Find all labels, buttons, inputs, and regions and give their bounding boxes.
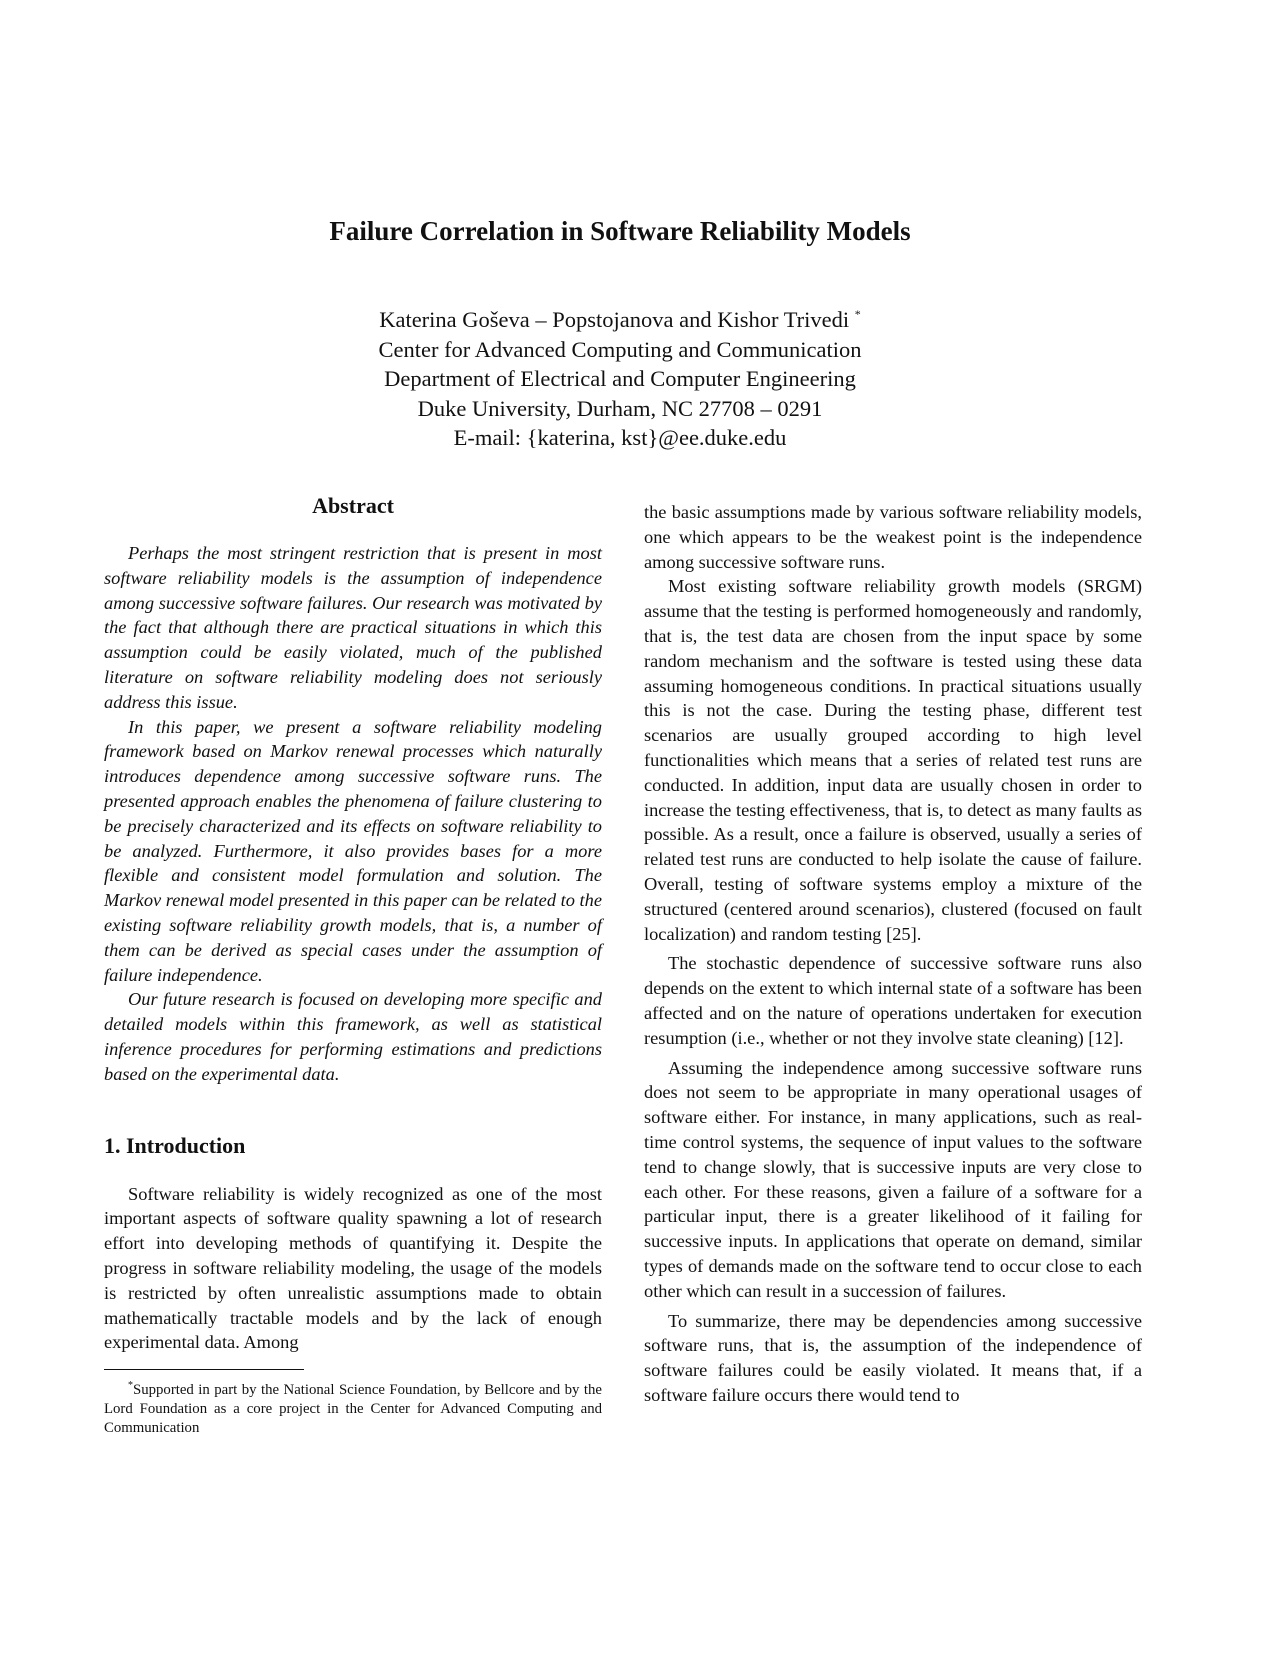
abstract-paragraph: In this paper, we present a software reliability modeling framework based on Markov renewal processes which naturally introduces dependence among successive software runs. The presented approach enables the phenomena of failure clustering to be precisely characterized and its effects on software reliability to be analyzed. Furthermore, it also provides bases for a more flexible and consistent model formulation and solution. The Markov renewal model presented in this paper can be related to the existing software reliability growth models, that is, a number of them can be derived as special cases under the assumption of failure independence. [104, 716, 602, 985]
intro-paragraph: Assuming the independence among successive software runs does not seem to be appropriate in many operational usages of software either. For instance, in many applications, such as real-time control systems, the sequence of input values to the software tend to change slowly, that is successive inputs are very close to each other. For these reasons, given a failure of a software for a particular input, there is a greater likelihood of it failing for successive inputs. In applications that operate on demand, similar types of demands made on the software tend to occur close to each other which can result in a succession of failures. [644, 1057, 1142, 1301]
author-block [0, 300, 1240, 453]
intro-paragraph: To summarize, there may be dependencies among successive software runs, that is, the assumption of the independence of software failures could be easily violated. It means that, if a software failure occurs there would tend to [644, 1310, 1142, 1405]
intro-paragraph: The stochastic dependence of successive software runs also depends on the extent to which internal state of a software has been affected and on the nature of operations undertaken for execution resumption (i.e., whether or not they involve state cleaning) [12]. [644, 953, 1142, 1048]
author-email: E-mail: {katerina, kst}@ee.duke.edu [453, 425, 787, 450]
footnote [104, 1376, 602, 1438]
intro-paragraph-continued: the basic assumptions made by various software reliability models, one which appears to be the weakest point is the independence among successive software runs. [644, 502, 1142, 572]
author-footnote-mark: * [854, 307, 861, 321]
abstract-paragraph: Perhaps the most stringent restriction that is present in most software reliability models is the assumption of independence among successive software failures. Our research was motivated by the fact that although there are practical situations in which this assumption could be easily violated, much of the published literature on software reliability modeling does not seriously address this issue. [104, 543, 602, 712]
abstract-heading: Abstract [312, 493, 394, 518]
affiliation-university: Duke University, Durham, NC 27708 – 0291 [417, 395, 823, 421]
abstract-paragraph: Our future research is focused on developing more specific and detailed models within this framework, as well as statistical inference procedures for performing estimations and predictions based on the experimental data. [104, 989, 602, 1084]
paper-title: Failure Correlation in Software Reliability Models [329, 216, 911, 246]
footnote-text: Supported in part by the National Science Foundation, by Bellcore and by the Lord Foundation as a core project in the Center for Advanced Computing and Communication [104, 1382, 602, 1437]
footnote-divider [104, 1369, 304, 1370]
right-column [644, 500, 1142, 1408]
affiliation-department: Department of Electrical and Computer Engineering [384, 366, 856, 391]
authors: Katerina Goševa – Popstojanova and Kishor Trivedi [379, 307, 850, 332]
affiliation-center: Center for Advanced Computing and Communication [378, 336, 862, 362]
intro-paragraph: Software reliability is widely recognized as one of the most important aspects of software quality spawning a lot of research effort into developing methods of quantifying it. Despite the progress in software reliability modeling, the usage of the models is restricted by often unrealistic assumptions made to obtain mathematically tractable models and by the lack of enough experimental data. Among [104, 1183, 602, 1353]
introduction-heading: 1. Introduction [104, 1132, 246, 1158]
intro-paragraph: Most existing software reliability growth models (SRGM) assume that the testing is performed homogeneously and randomly, that is, the test data are chosen from the input space by some random mechanism and the software is tested using these data assuming homogeneous conditions. In practical situations usually this is not the case. During the testing phase, different test scenarios are usually grouped according to high level functionalities which means that a series of related test runs are conducted. In addition, input data are usually chosen in order to increase the testing effectiveness, that is, to detect as many faults as possible. As a result, once a failure is observed, usually a series of related test runs are conducted to help isolate the cause of failure. Overall, testing of software systems employ a mixture of the structured (centered around scenarios), clustered (focused on fault localization) and random testing [25]. [644, 576, 1142, 944]
footnote-mark: * [128, 1380, 133, 1392]
left-column [104, 493, 602, 1438]
author-line [0, 300, 1240, 335]
